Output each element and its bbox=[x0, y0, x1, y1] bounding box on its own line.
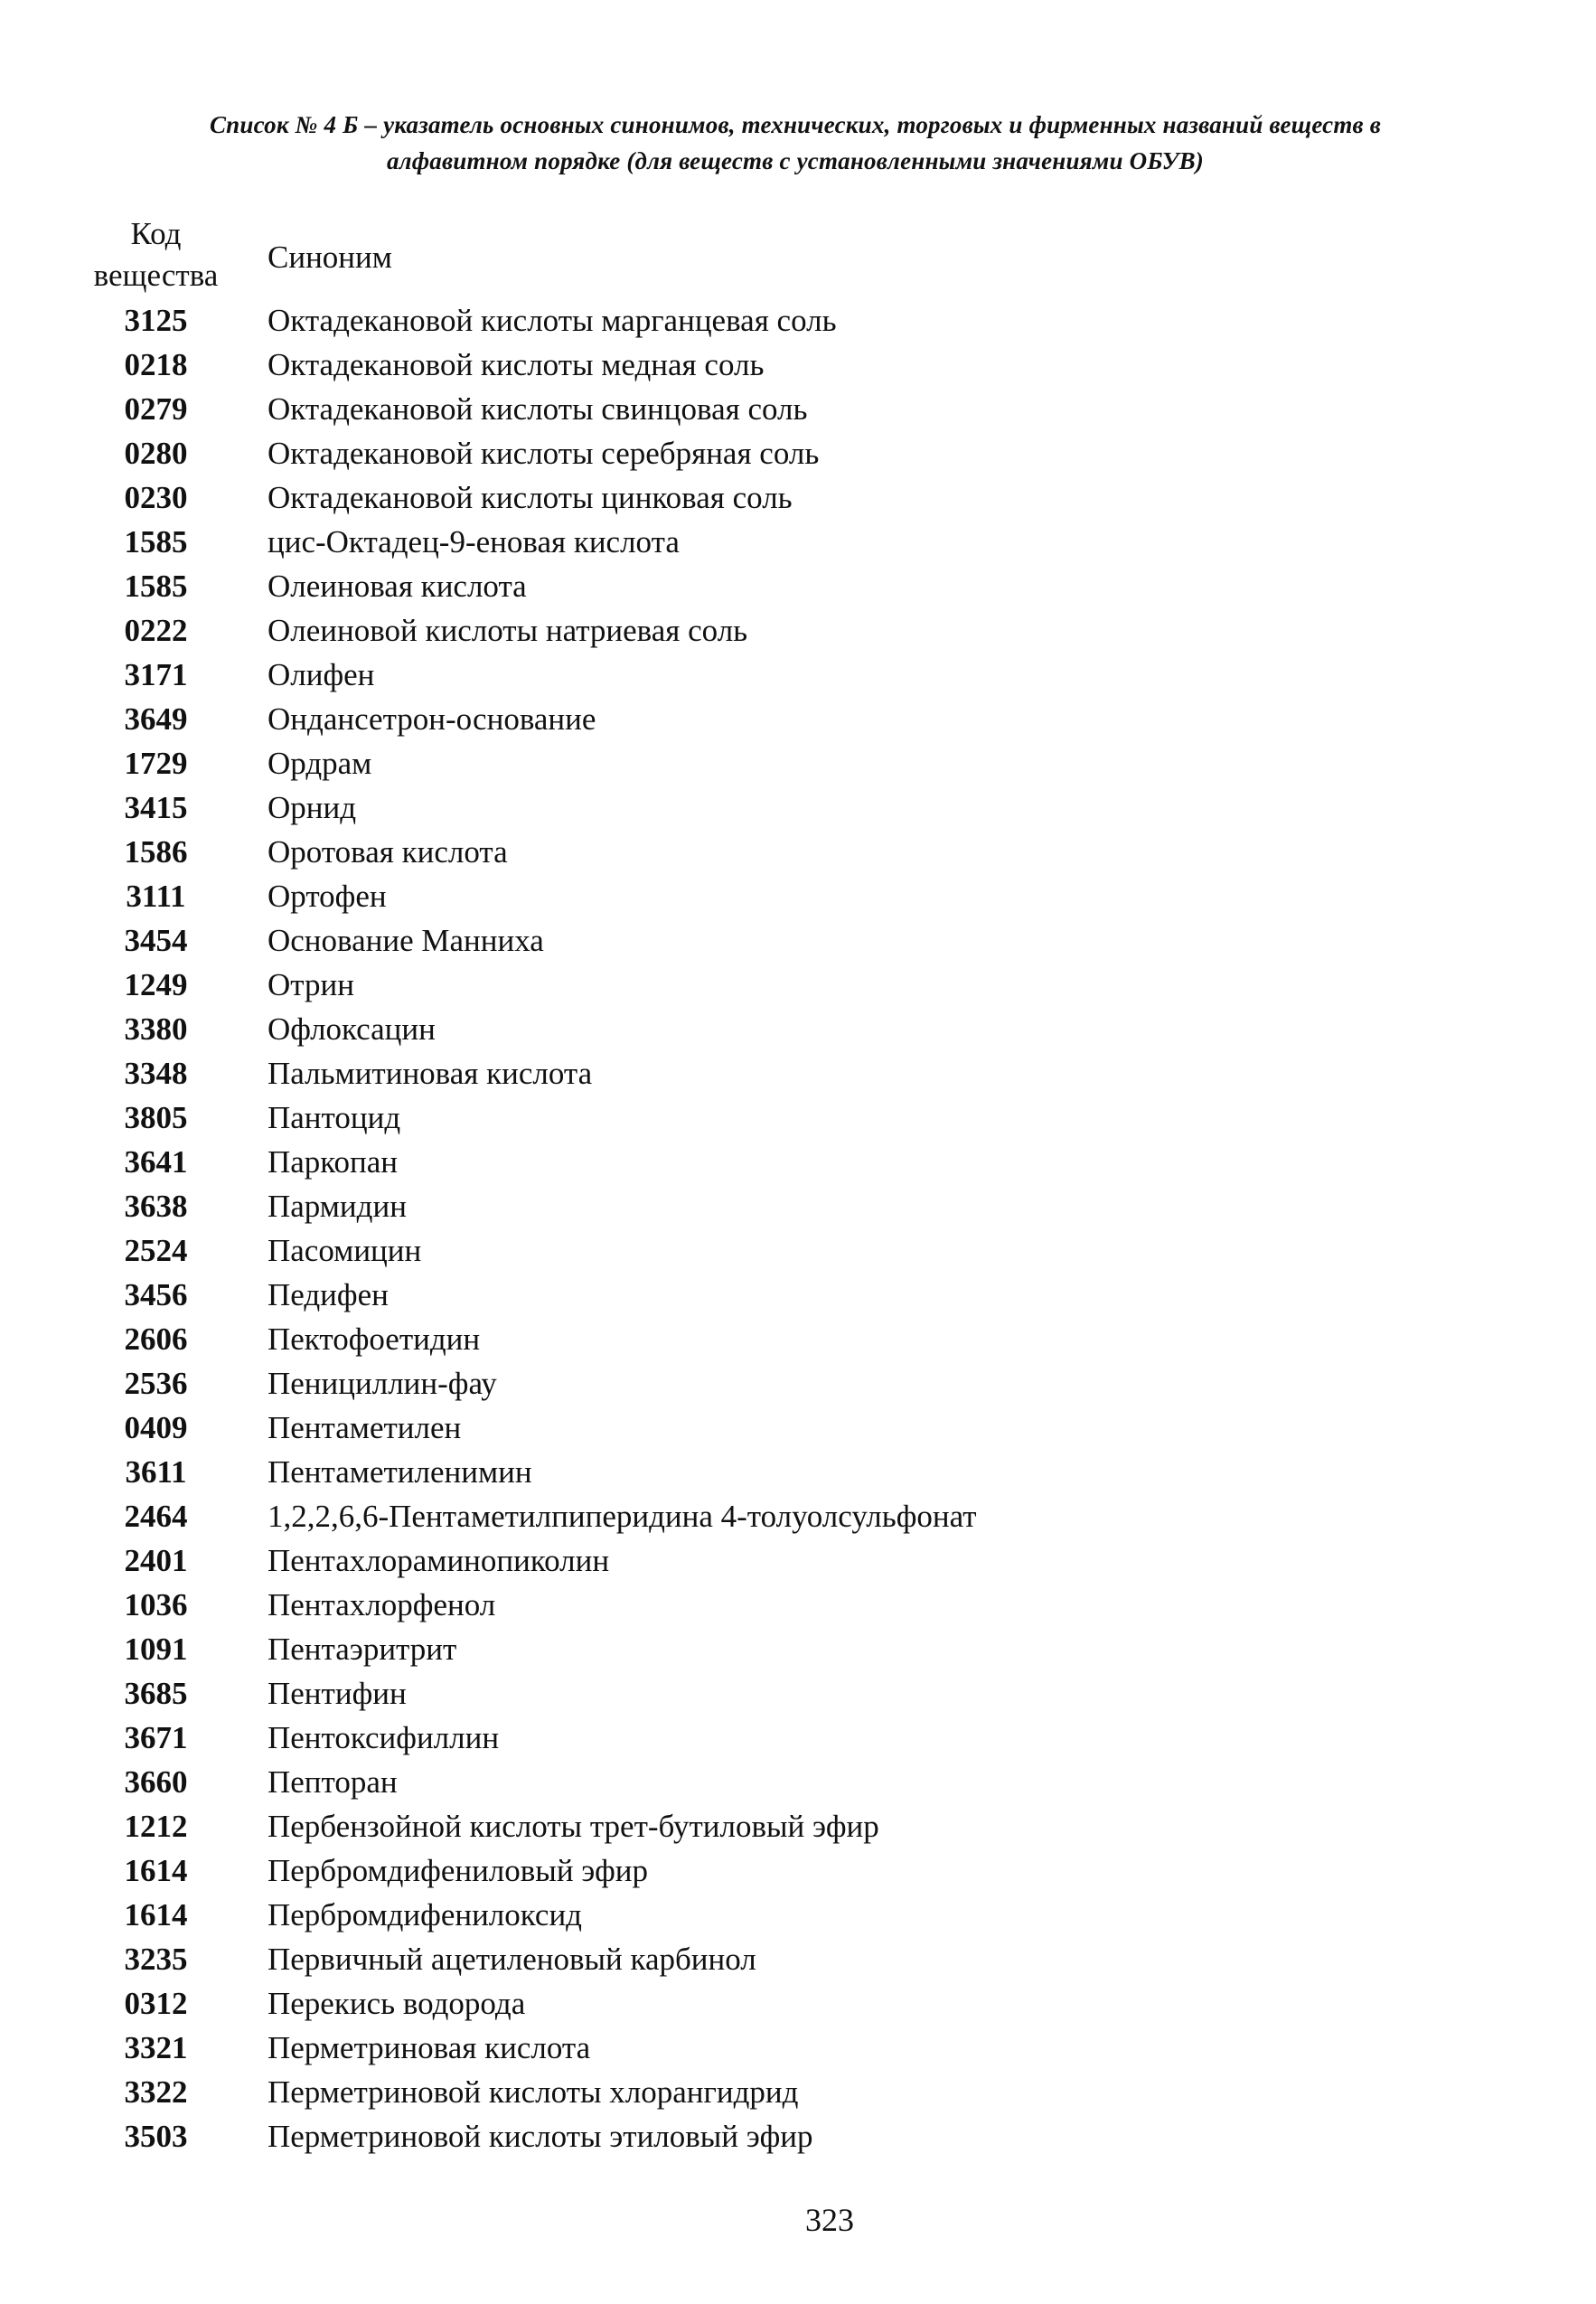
synonym-name: Пальмитиновая кислота bbox=[268, 1056, 593, 1091]
substance-code: 3641 bbox=[124, 1144, 188, 1180]
table-row bbox=[72, 1406, 1518, 1450]
synonym-name: Пенициллин-фау bbox=[268, 1366, 497, 1401]
table-row bbox=[72, 874, 1518, 918]
substance-code: 0218 bbox=[124, 347, 188, 382]
synonym-name: цис-Октадец-9-еновая кислота bbox=[268, 524, 680, 560]
synonym-name: Педифен bbox=[268, 1277, 389, 1312]
synonym-name: Пентаметиленимин bbox=[268, 1454, 532, 1490]
synonym-name: Оротовая кислота bbox=[268, 834, 508, 870]
substance-code: 1586 bbox=[124, 834, 188, 870]
synonym-name: Паркопан bbox=[268, 1144, 399, 1180]
code-header-line-1: Код bbox=[130, 216, 182, 251]
table-row bbox=[72, 1716, 1518, 1760]
synonym-name: Пепторан bbox=[268, 1764, 398, 1800]
table-row bbox=[72, 343, 1518, 387]
synonym-name: Перекись водорода bbox=[268, 1986, 526, 2021]
synonym-name: Ордрам bbox=[268, 746, 372, 781]
table-row bbox=[72, 830, 1518, 874]
synonym-name: Олифен bbox=[268, 657, 375, 692]
table-row bbox=[72, 2114, 1518, 2158]
synonym-name: Пасомицин bbox=[268, 1233, 422, 1268]
substance-code: 1091 bbox=[124, 1632, 188, 1667]
substance-code: 2536 bbox=[124, 1366, 188, 1401]
code-header-line-2: вещества bbox=[93, 258, 219, 293]
table-row bbox=[72, 2070, 1518, 2114]
table-row bbox=[72, 918, 1518, 963]
synonym-name: Пербромдифениловый эфир bbox=[268, 1853, 649, 1888]
substance-code: 3348 bbox=[124, 1056, 188, 1091]
substance-code: 3454 bbox=[124, 923, 188, 958]
substance-code: 2524 bbox=[124, 1233, 188, 1268]
synonym-name: Первичный ацетиленовый карбинол bbox=[268, 1942, 756, 1977]
substance-code: 0409 bbox=[124, 1410, 188, 1445]
code-column-header bbox=[81, 213, 230, 296]
synonym-name: Октадекановой кислоты свинцовая соль bbox=[268, 391, 808, 427]
substance-code: 2401 bbox=[124, 1543, 188, 1578]
table-row bbox=[72, 1494, 1518, 1538]
synonym-name: Пербензойной кислоты трет-бутиловый эфир bbox=[268, 1809, 879, 1844]
synonym-table-body bbox=[72, 298, 1518, 2158]
substance-code: 1249 bbox=[124, 967, 188, 1002]
table-row bbox=[72, 1096, 1518, 1140]
table-row bbox=[72, 1981, 1518, 2026]
synonym-name: Октадекановой кислоты цинковая соль bbox=[268, 480, 793, 515]
substance-code: 1614 bbox=[124, 1853, 188, 1888]
synonym-name: Пербромдифенилоксид bbox=[268, 1897, 582, 1933]
synonym-name: Пармидин bbox=[268, 1189, 407, 1224]
substance-code: 3503 bbox=[124, 2119, 188, 2154]
substance-code: 1585 bbox=[124, 524, 188, 560]
table-row bbox=[72, 741, 1518, 785]
table-row bbox=[72, 1760, 1518, 1804]
substance-code: 3671 bbox=[124, 1720, 188, 1755]
synonym-name: Пектофоетидин bbox=[268, 1321, 481, 1357]
substance-code: 3685 bbox=[124, 1676, 188, 1711]
substance-code: 3380 bbox=[124, 1011, 188, 1047]
synonym-column-header: Синоним bbox=[268, 240, 392, 275]
table-row bbox=[72, 431, 1518, 475]
table-row bbox=[72, 1317, 1518, 1361]
synonym-name: Офлоксацин bbox=[268, 1011, 436, 1047]
table-row bbox=[72, 1583, 1518, 1627]
substance-code: 0280 bbox=[124, 436, 188, 471]
synonym-name: Орнид bbox=[268, 790, 357, 825]
substance-code: 3456 bbox=[124, 1277, 188, 1312]
table-row bbox=[72, 1893, 1518, 1937]
table-row bbox=[72, 1361, 1518, 1406]
substance-code: 3235 bbox=[124, 1942, 188, 1977]
table-row bbox=[72, 697, 1518, 741]
synonym-name: 1,2,2,6,6-Пентаметилпиперидина 4-толуолсульфонат bbox=[268, 1499, 977, 1534]
synonym-name: Перметриновой кислоты этиловый эфир bbox=[268, 2119, 813, 2154]
list-title-line-2: алфавитном порядке (для веществ с установленными значениями ОБУВ) bbox=[386, 147, 1204, 174]
substance-code: 2464 bbox=[124, 1499, 188, 1534]
table-row bbox=[72, 520, 1518, 564]
substance-code: 0230 bbox=[124, 480, 188, 515]
synonym-name: Пентахлорфенол bbox=[268, 1587, 496, 1622]
substance-code: 3649 bbox=[124, 701, 188, 737]
synonym-name: Пентахлораминопиколин bbox=[268, 1543, 610, 1578]
table-row bbox=[72, 963, 1518, 1007]
table-row bbox=[72, 1140, 1518, 1184]
synonym-name: Пентифин bbox=[268, 1676, 407, 1711]
substance-code: 1585 bbox=[124, 569, 188, 604]
list-title-line-1: Список № 4 Б – указатель основных синонимов, технических, торговых и фирменных названий веществ в bbox=[209, 111, 1382, 138]
substance-code: 3638 bbox=[124, 1189, 188, 1224]
synonym-name: Перметриновая кислота bbox=[268, 2030, 591, 2065]
synonym-name: Пентаэритрит bbox=[268, 1632, 457, 1667]
substance-code: 3321 bbox=[124, 2030, 188, 2065]
substance-code: 1212 bbox=[124, 1809, 188, 1844]
substance-code: 3111 bbox=[126, 879, 186, 914]
table-row bbox=[72, 298, 1518, 343]
substance-code: 3415 bbox=[124, 790, 188, 825]
table-header bbox=[72, 213, 1518, 295]
table-row bbox=[72, 785, 1518, 830]
synonym-name: Пентоксифиллин bbox=[268, 1720, 500, 1755]
table-row bbox=[72, 387, 1518, 431]
table-row bbox=[72, 608, 1518, 653]
table-row bbox=[72, 1671, 1518, 1716]
page-number: 323 bbox=[805, 2202, 854, 2238]
table-row bbox=[72, 1538, 1518, 1583]
table-row bbox=[72, 475, 1518, 520]
table-row bbox=[72, 1051, 1518, 1096]
substance-code: 3611 bbox=[125, 1454, 187, 1490]
substance-code: 0279 bbox=[124, 391, 188, 427]
table-row bbox=[72, 1007, 1518, 1051]
table-row bbox=[72, 1627, 1518, 1671]
synonym-name: Ортофен bbox=[268, 879, 387, 914]
substance-code: 3322 bbox=[124, 2074, 188, 2110]
synonym-name: Основание Манниха bbox=[268, 923, 544, 958]
substance-code: 3171 bbox=[124, 657, 188, 692]
substance-code: 1614 bbox=[124, 1897, 188, 1933]
synonym-name: Пантоцид bbox=[268, 1100, 401, 1135]
substance-code: 1729 bbox=[124, 746, 188, 781]
list-title bbox=[63, 107, 1527, 179]
table-row bbox=[72, 653, 1518, 697]
table-row bbox=[72, 2026, 1518, 2070]
table-row bbox=[72, 1184, 1518, 1228]
table-row bbox=[72, 1804, 1518, 1848]
substance-code: 1036 bbox=[124, 1587, 188, 1622]
table-row bbox=[72, 1848, 1518, 1893]
table-row bbox=[72, 1937, 1518, 1981]
synonym-name: Октадекановой кислоты серебряная соль bbox=[268, 436, 820, 471]
synonym-name: Октадекановой кислоты медная соль bbox=[268, 347, 765, 382]
substance-code: 0222 bbox=[124, 613, 188, 648]
synonym-name: Октадекановой кислоты марганцевая соль bbox=[268, 303, 837, 338]
substance-code: 3125 bbox=[124, 303, 188, 338]
synonym-name: Ондансетрон-основание bbox=[268, 701, 596, 737]
substance-code: 0312 bbox=[124, 1986, 188, 2021]
table-row bbox=[72, 1228, 1518, 1273]
synonym-name: Перметриновой кислоты хлорангидрид bbox=[268, 2074, 799, 2110]
substance-code: 2606 bbox=[124, 1321, 188, 1357]
substance-code: 3660 bbox=[124, 1764, 188, 1800]
table-row bbox=[72, 564, 1518, 608]
synonym-name: Олеиновая кислота bbox=[268, 569, 527, 604]
synonym-name: Пентаметилен bbox=[268, 1410, 462, 1445]
table-row bbox=[72, 1273, 1518, 1317]
table-row bbox=[72, 1450, 1518, 1494]
synonym-name: Олеиновой кислоты натриевая соль bbox=[268, 613, 748, 648]
substance-code: 3805 bbox=[124, 1100, 188, 1135]
synonym-name: Отрин bbox=[268, 967, 354, 1002]
